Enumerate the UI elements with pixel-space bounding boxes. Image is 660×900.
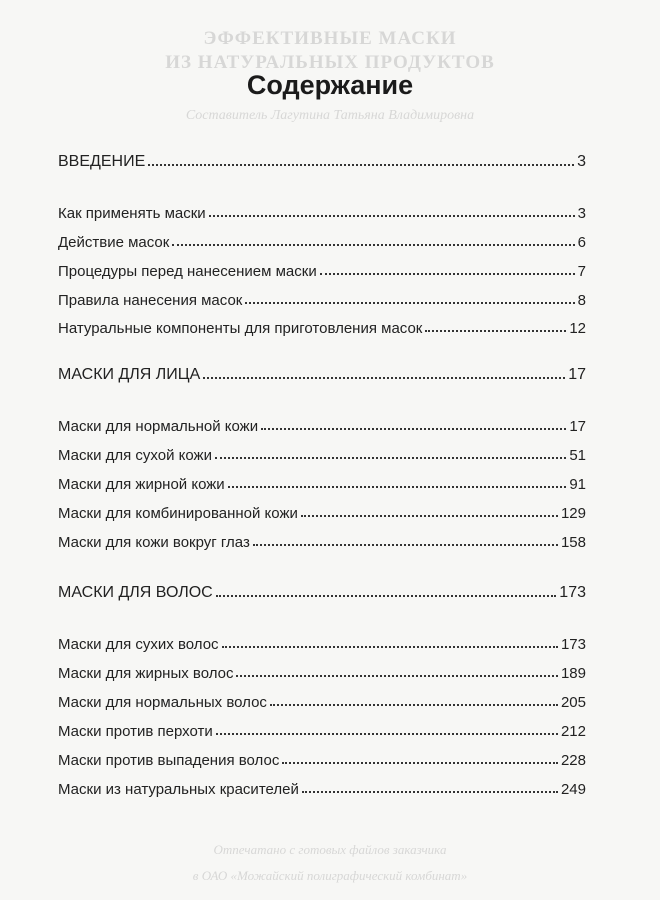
toc-entry[interactable]	[58, 658, 586, 682]
toc-entry[interactable]	[58, 629, 586, 653]
toc-heading-label: МАСКИ ДЛЯ ВОЛОС	[58, 584, 213, 601]
toc-entry-label: Действие масок	[58, 234, 170, 251]
toc-entry-label: Маски для жирной кожи	[58, 476, 225, 493]
toc-page-number: 7	[577, 263, 586, 280]
toc-page-number: 173	[560, 636, 586, 653]
toc-entry-label: Маски для жирных волос	[58, 665, 234, 682]
dot-leader	[236, 675, 557, 677]
dot-leader	[320, 273, 575, 275]
dot-leader	[270, 704, 558, 706]
toc-entry[interactable]	[58, 774, 586, 798]
toc-heading-label: ВВЕДЕНИЕ	[58, 153, 146, 170]
toc-entry[interactable]	[58, 227, 586, 251]
bleed-through-text: ИЗ НАТУРАЛЬНЫХ ПРОДУКТОВ	[165, 52, 495, 73]
toc-page-number: 3	[577, 205, 586, 222]
dot-leader	[261, 428, 566, 430]
dot-leader	[172, 244, 574, 246]
dot-leader	[216, 733, 558, 735]
page-title: Содержание	[246, 70, 414, 100]
toc-page-number: 129	[560, 505, 586, 522]
toc-entry-label: Маски для нормальных волос	[58, 694, 267, 711]
toc-page-number: 205	[560, 694, 586, 711]
dot-leader	[425, 330, 566, 332]
toc-entry[interactable]	[58, 498, 586, 522]
dot-leader	[148, 164, 574, 166]
bleed-through-text: ЭФФЕКТИВНЫЕ МАСКИ	[203, 28, 457, 49]
dot-leader	[301, 515, 558, 517]
toc-section-heading[interactable]	[58, 147, 586, 171]
toc-page-number: 8	[577, 292, 586, 309]
toc-page-number: 51	[569, 447, 586, 464]
toc-page-number: 228	[560, 752, 586, 769]
toc-page-number: 189	[560, 665, 586, 682]
toc-page-number: 17	[569, 418, 586, 435]
toc-page-number: 212	[560, 723, 586, 740]
toc-entry-label: Правила нанесения масок	[58, 292, 243, 309]
bleed-through-text: Отпечатано с готовых файлов заказчика	[213, 842, 447, 857]
toc-section-heading[interactable]	[58, 360, 586, 384]
toc-entry[interactable]	[58, 527, 586, 551]
dot-leader	[282, 762, 558, 764]
dot-leader	[216, 595, 557, 597]
dot-leader	[245, 302, 574, 304]
toc-entry-label: Маски против выпадения волос	[58, 752, 280, 769]
toc-entry-label: Маски против перхоти	[58, 723, 213, 740]
toc-entry-label: Процедуры перед нанесением маски	[58, 263, 317, 280]
toc-entry-label: Маски для сухих волос	[58, 636, 219, 653]
dot-leader	[209, 215, 575, 217]
toc-entry[interactable]	[58, 411, 586, 435]
toc-entry-label: Маски для сухой кожи	[58, 447, 212, 464]
dot-leader	[302, 791, 558, 793]
toc-entry-label: Как применять маски	[58, 205, 206, 222]
bleed-through-text: в ОАО «Можайский полиграфический комбинат»	[192, 868, 468, 883]
toc-entry[interactable]	[58, 313, 586, 337]
toc-entry[interactable]	[58, 285, 586, 309]
toc-page-number: 249	[560, 781, 586, 798]
toc-entry[interactable]	[58, 687, 586, 711]
toc-page-number: 91	[569, 476, 586, 493]
toc-page-number: 17	[568, 366, 586, 383]
toc-page-number: 6	[577, 234, 586, 251]
toc-page-number: 173	[559, 584, 586, 601]
dot-leader	[222, 646, 558, 648]
toc-entry[interactable]	[58, 440, 586, 464]
toc-entry-label: Маски для комбинированной кожи	[58, 505, 298, 522]
toc-entry[interactable]	[58, 469, 586, 493]
dot-leader	[228, 486, 567, 488]
toc-entry-label: Маски из натуральных красителей	[58, 781, 299, 798]
toc-page-number: 12	[569, 320, 586, 337]
toc-entry-label: Маски для кожи вокруг глаз	[58, 534, 250, 551]
toc-entry-label: Маски для нормальной кожи	[58, 418, 259, 435]
toc-section-heading[interactable]	[58, 578, 586, 602]
dot-leader	[253, 544, 558, 546]
toc-entry[interactable]	[58, 256, 586, 280]
toc-entry[interactable]	[58, 716, 586, 740]
dot-leader	[203, 377, 565, 379]
toc-heading-label: МАСКИ ДЛЯ ЛИЦА	[58, 366, 201, 383]
toc-entry-label: Натуральные компоненты для приготовления масок	[58, 320, 423, 337]
bleed-through-text: Составитель Лагутина Татьяна Владимировна	[185, 108, 475, 123]
toc-page-number: 158	[560, 534, 586, 551]
toc-page-number: 3	[577, 153, 586, 170]
toc-entry[interactable]	[58, 198, 586, 222]
dot-leader	[215, 457, 566, 459]
toc-entry[interactable]	[58, 745, 586, 769]
